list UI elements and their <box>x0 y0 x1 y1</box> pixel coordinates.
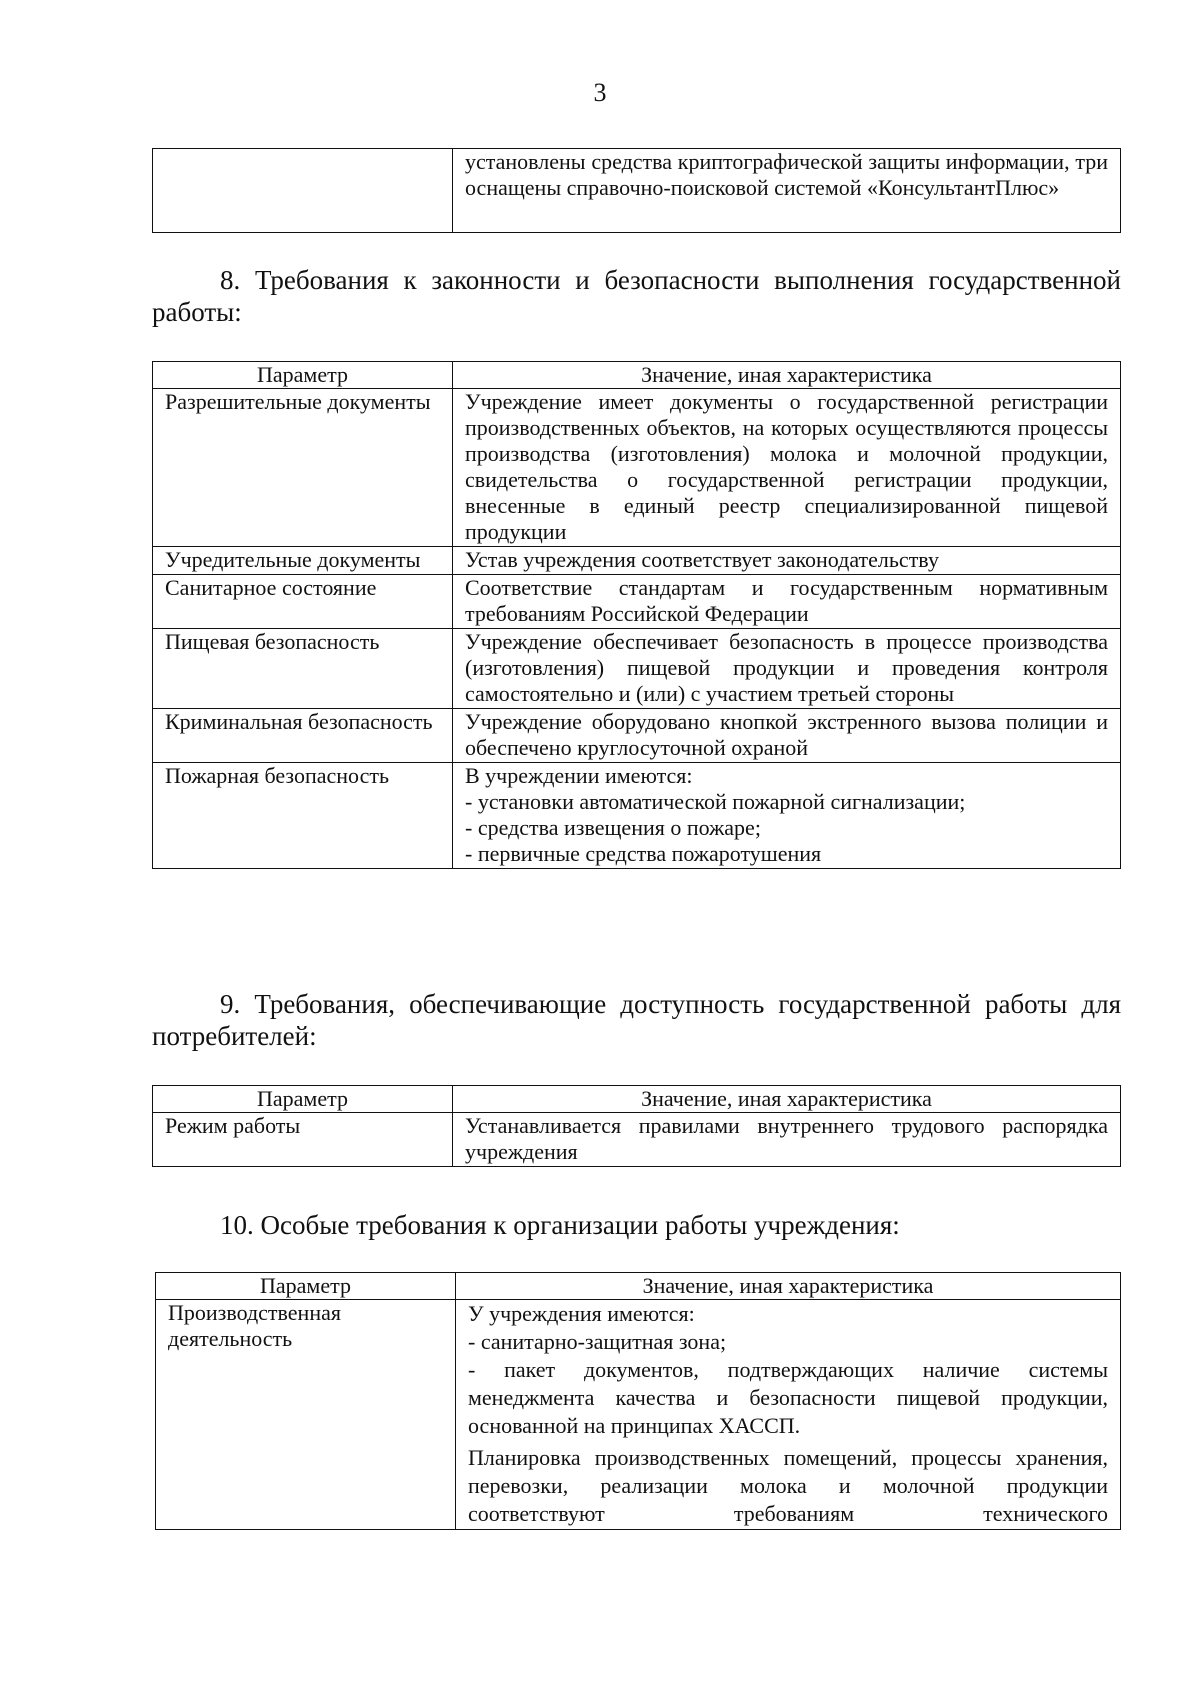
table-header-row <box>153 1086 1121 1113</box>
section-8-table <box>152 361 1121 869</box>
value-line: - пакет документов, подтверждающих наличие системы менеджмента качества и безопасности пищевой продукции, основанной на принципах ХАССП. <box>468 1357 1108 1438</box>
table-row <box>153 629 1121 709</box>
table-row <box>153 763 1121 869</box>
table-row <box>153 547 1121 575</box>
value-line: - первичные средства пожаротушения <box>465 841 822 866</box>
table-row <box>153 575 1121 629</box>
value-line: - санитарно-защитная зона; <box>468 1329 727 1354</box>
value-cell: Учреждение имеет документы о государственной регистрации производственных объектов, на которых осуществляются процессы производства (изготовления) молока и молочной продукции, свидетельства о государственной регистрации продукции, внесенные в единый реестр специализированной пищевой продукции <box>453 389 1121 547</box>
param-cell: Режим работы <box>153 1113 453 1167</box>
column-header-value: Значение, иная характеристика <box>453 1086 1121 1113</box>
value-cell: Соответствие стандартам и государственным нормативным требованиям Российской Федерации <box>453 575 1121 629</box>
section-9-table <box>152 1085 1121 1167</box>
param-cell: Разрешительные документы <box>153 389 453 547</box>
table-row <box>153 709 1121 763</box>
table-row <box>153 1113 1121 1167</box>
value-cell: Устав учреждения соответствует законодательству <box>453 547 1121 575</box>
table-row <box>156 1300 1121 1530</box>
value-cell <box>453 763 1121 869</box>
section-10-table <box>155 1272 1121 1530</box>
page-number: 3 <box>593 78 607 107</box>
value-cell: Учреждение оборудовано кнопкой экстренного вызова полиции и обеспечено круглосуточной охраной <box>453 709 1121 763</box>
section-8-heading: 8. Требования к законности и безопасности выполнения государственной работы: <box>152 265 1121 327</box>
value-cell: Учреждение обеспечивает безопасность в процессе производства (изготовления) пищевой продукции и проведения контроля самостоятельно и (или) с участием третьей стороны <box>453 629 1121 709</box>
param-cell: Пожарная безопасность <box>153 763 453 869</box>
section-9-heading: 9. Требования, обеспечивающие доступность государственной работы для потребителей: <box>152 989 1121 1051</box>
column-header-param: Параметр <box>156 1273 456 1300</box>
column-header-value: Значение, иная характеристика <box>453 362 1121 389</box>
value-cell: Устанавливается правилами внутреннего трудового распорядка учреждения <box>453 1113 1121 1167</box>
value-line: - установки автоматической пожарной сигнализации; <box>465 789 966 814</box>
value-line: В учреждении имеются: <box>465 763 693 788</box>
table-row <box>153 389 1121 547</box>
param-cell: Санитарное состояние <box>153 575 453 629</box>
param-cell: Пищевая безопасность <box>153 629 453 709</box>
param-cell: Криминальная безопасность <box>153 709 453 763</box>
param-cell: Учредительные документы <box>153 547 453 575</box>
param-cell: Производственная деятельность <box>156 1300 456 1530</box>
value-line: - средства извещения о пожаре; <box>465 815 761 840</box>
value-line: У учреждения имеются: <box>468 1301 695 1326</box>
value-line: Планировка производственных помещений, процессы хранения, перевозки, реализации молока и молочной продукции соответствуют требованиям технического <box>468 1445 1108 1526</box>
value-cell: установлены средства криптографической защиты информации, три оснащены справочно-поисковой системой «КонсультантПлюс» <box>453 149 1121 233</box>
column-header-value: Значение, иная характеристика <box>456 1273 1121 1300</box>
section-10-heading: 10. Особые требования к организации работы учреждения: <box>220 1210 900 1240</box>
table-header-row <box>156 1273 1121 1300</box>
continuation-table <box>152 148 1121 233</box>
table-header-row <box>153 362 1121 389</box>
value-cell <box>456 1300 1121 1530</box>
table-row <box>153 149 1121 233</box>
column-header-param: Параметр <box>153 362 453 389</box>
param-cell <box>153 149 453 233</box>
column-header-param: Параметр <box>153 1086 453 1113</box>
